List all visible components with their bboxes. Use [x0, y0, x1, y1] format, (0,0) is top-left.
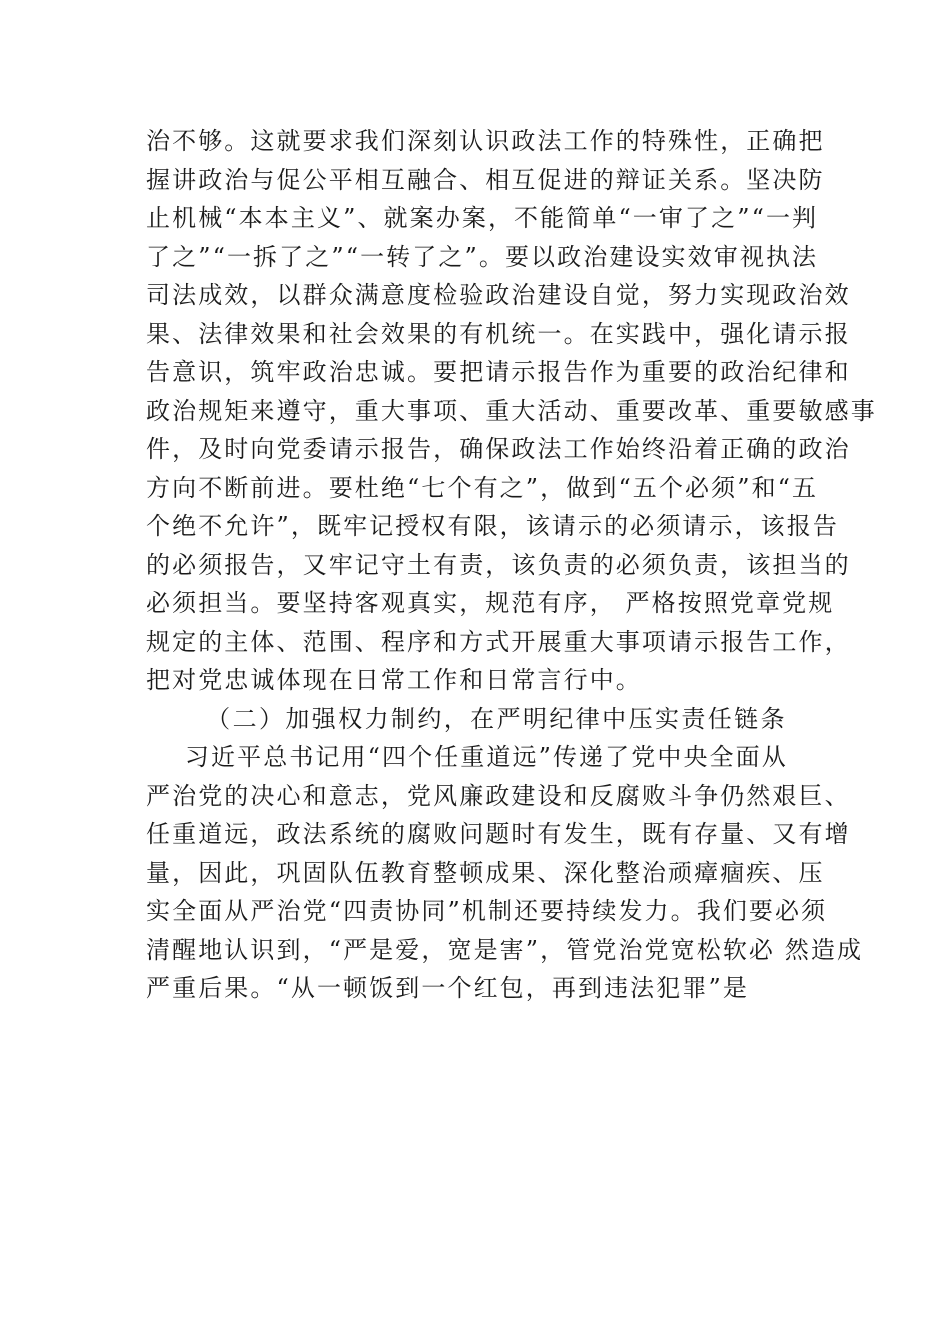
- text-line: 清醒地认识到，“严是爱，宽是害”，管党治党宽松软必 然造成: [146, 935, 864, 964]
- text-line: 治不够。这就要求我们深刻认识政法工作的特殊性，正确把: [146, 127, 825, 155]
- text-line: 实全面从严治党“四责协同”机制还要持续发力。我们要必须: [146, 897, 828, 925]
- text-line: 果、法律效果和社会效果的有机统一。在实践中，强化请示报: [146, 319, 851, 348]
- text-line: 握讲政治与促公平相互融合、相互促进的辩证关系。坚决防: [146, 165, 825, 194]
- text-line: 告意识，筑牢政治忠诚。要把请示报告作为重要的政治纪律和: [146, 358, 851, 386]
- text-line: 了之”“一拆了之”“一转了之”。要以政治建设实效审视执法: [146, 242, 819, 271]
- body-text: [146, 122, 877, 1008]
- text-line: 件，及时向党委请示报告，确保政法工作始终沿着正确的政治: [146, 435, 851, 463]
- text-line: 严重后果。“从一顿饭到一个红包，再到违法犯罪”是: [146, 974, 749, 1002]
- section-heading: （二）加强权力制约，在严明纪律中压实责任链条: [146, 704, 787, 733]
- text-line: 任重道远，政法系统的腐败问题时有发生，既有存量、又有增: [146, 820, 851, 848]
- text-line: 的必须报告，又牢记守土有责，该负责的必须负责，该担当的: [146, 550, 851, 579]
- text-line: 个绝不允许”，既牢记授权有限，该请示的必须请示，该报告: [146, 512, 839, 540]
- text-line: 止机械“本本主义”、就案办案，不能简单“一审了之”“一判: [146, 204, 819, 232]
- text-line: 量，因此，巩固队伍教育整顿成果、深化整治顽瘴痼疾、压: [146, 858, 825, 887]
- text-line: 把对党忠诚体现在日常工作和日常言行中。: [146, 666, 642, 694]
- text-line: 司法成效，以群众满意度检验政治建设自觉，努力实现政治效: [146, 281, 851, 309]
- text-line: 习近平总书记用“四个任重道远”传递了党中央全面从: [146, 743, 788, 771]
- text-line: 方向不断前进。要杜绝“七个有之”，做到“五个必须”和“五: [146, 473, 819, 502]
- text-line: 政治规矩来遵守，重大事项、重大活动、重要改革、重要敏感事: [146, 396, 877, 425]
- text-line: 规定的主体、范围、程序和方式开展重大事项请示报告工作，: [146, 627, 851, 656]
- text-line: 必须担当。要坚持客观真实，规范有序， 严格按照党章党规: [146, 589, 835, 617]
- text-line: 严治党的决心和意志，党风廉政建设和反腐败斗争仍然艰巨、: [146, 781, 851, 810]
